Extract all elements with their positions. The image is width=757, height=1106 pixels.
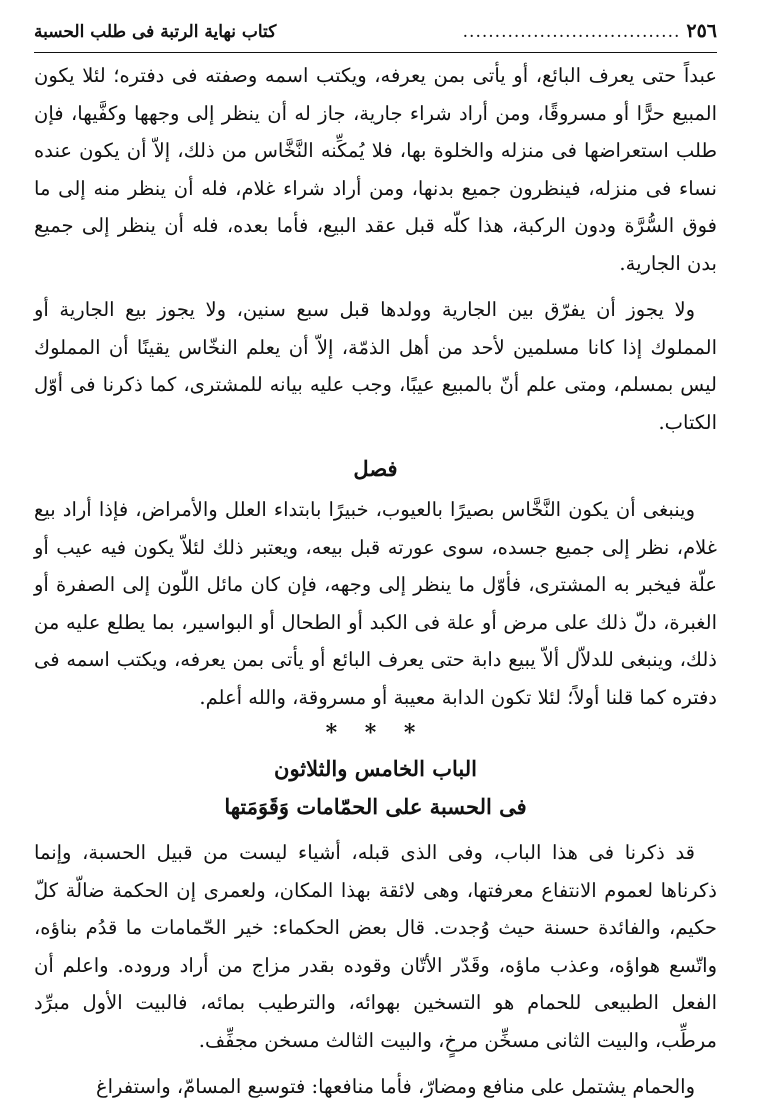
paragraph: والحمام يشتمل على منافع ومضارّ، فأما منافعها: فتوسيع المسامّ، واستفراغ	[95, 1075, 695, 1098]
running-header	[34, 18, 717, 53]
leader-dots: ..................................	[462, 22, 681, 42]
book-title: كتاب نهاية الرتبة فى طلب الحسبة	[34, 22, 277, 42]
section-heading: فصل	[353, 456, 398, 481]
chapter-title: الباب الخامس والثلاثون	[274, 756, 477, 781]
asterism-separator: * * *	[325, 720, 426, 746]
chapter-subtitle: فى الحسبة على الحمّامات وَقَوَمَتها	[224, 794, 527, 819]
paragraph: قد ذكرنا فى هذا الباب، وفى الذى قبله، أشياء ليست من قبيل الحسبة، وإنما ذكرناها لعموم الانتفاع معرفتها، وهى لائقة بهذا المكان، ولعمرى إن الحكمة ضالّة كلّ حكيم، والفائدة حسنة حيث وُجدت. قال بعض الحكماء: خير الحّمامات ما قدُم بناؤه، واتّسع هواؤه، وعذب ماؤه، وقَدّر الأتّان وقوده بقدر مزاج من أراد وروده. واعلم أن الفعل الطبيعى للحمام هو التسخين بهوائه، والترطيب بمائه، فالبيت الأول مبرِّد مرطِّب، والبيت الثانى مسخِّن مرخٍ، والبيت الثالث مسخن مجفِّف.	[34, 841, 717, 1052]
paragraph: وينبغى أن يكون النَّخَّاس بصيرًا بالعيوب، خبيرًا بابتداء العلل والأمراض، فإذا أراد بيع غلام، نظر إلى جميع جسده، سوى عورته قبل بيعه، ويعتبر ذلك لئلاّ يكون فيه عيب أو علّة فيخبر به المشترى، فأوّل ما ينظر إلى وجهه، فإن كان مائل اللّون إلى الصفرة أو الغبرة، دلّ ذلك على مرض أو علة فى الكبد أو الطحال أو البواسير، بما يطلع عليه من ذلك، وينبغى للدلاّل ألاّ يبيع دابة حتى يعرف البائع أو يأتى بمن يعرفه، ويكتب اسمه فى دفتره كما قلنا أولاً؛ لئلا تكون الدابة معيبة أو مسروقة، والله أعلم.	[34, 498, 717, 709]
header-title-group	[463, 18, 717, 45]
book-page	[34, 18, 717, 1098]
paragraph: عبداً حتى يعرف البائع، أو يأتى بمن يعرفه، ويكتب اسمه وصفته فى دفتره؛ لئلا يكون المبيع حرًّا أو مسروقًا، ومن أراد شراء جارية، جاز له أن ينظر إلى وجهها وكفَّيها، فإن طلب استعراضها فى منزله والخلوة بها، فلا يُمكِّنه النَّخَّاس من ذلك، إلاّ أن يكون عنده نساء فى منزله، فينظرون جميع بدنها، ومن أراد شراء غلام، فله أن ينظر منه إلى ما فوق السُّرَّة ودون الركبة، هذا كلّه قبل عقد البيع، فأما بعده، فله أن ينظر إلى جميع بدن الجارية.	[34, 64, 717, 275]
page-number: ٢٥٦	[686, 20, 717, 42]
paragraph: ولا يجوز أن يفرّق بين الجارية وولدها قبل سبع سنين، ولا يجوز بيع الجارية أو المملوك إذا كانا مسلمين لأحد من أهل الذمّة، إلاّ أن يعلم النخّاس يقينًا أن المملوك ليس بمسلم، ومتى علم أنّ بالمبيع عيبًا، وجب عليه بيانه للمشترى، كما ذكرنا فى أوّل الكتاب.	[34, 298, 717, 434]
